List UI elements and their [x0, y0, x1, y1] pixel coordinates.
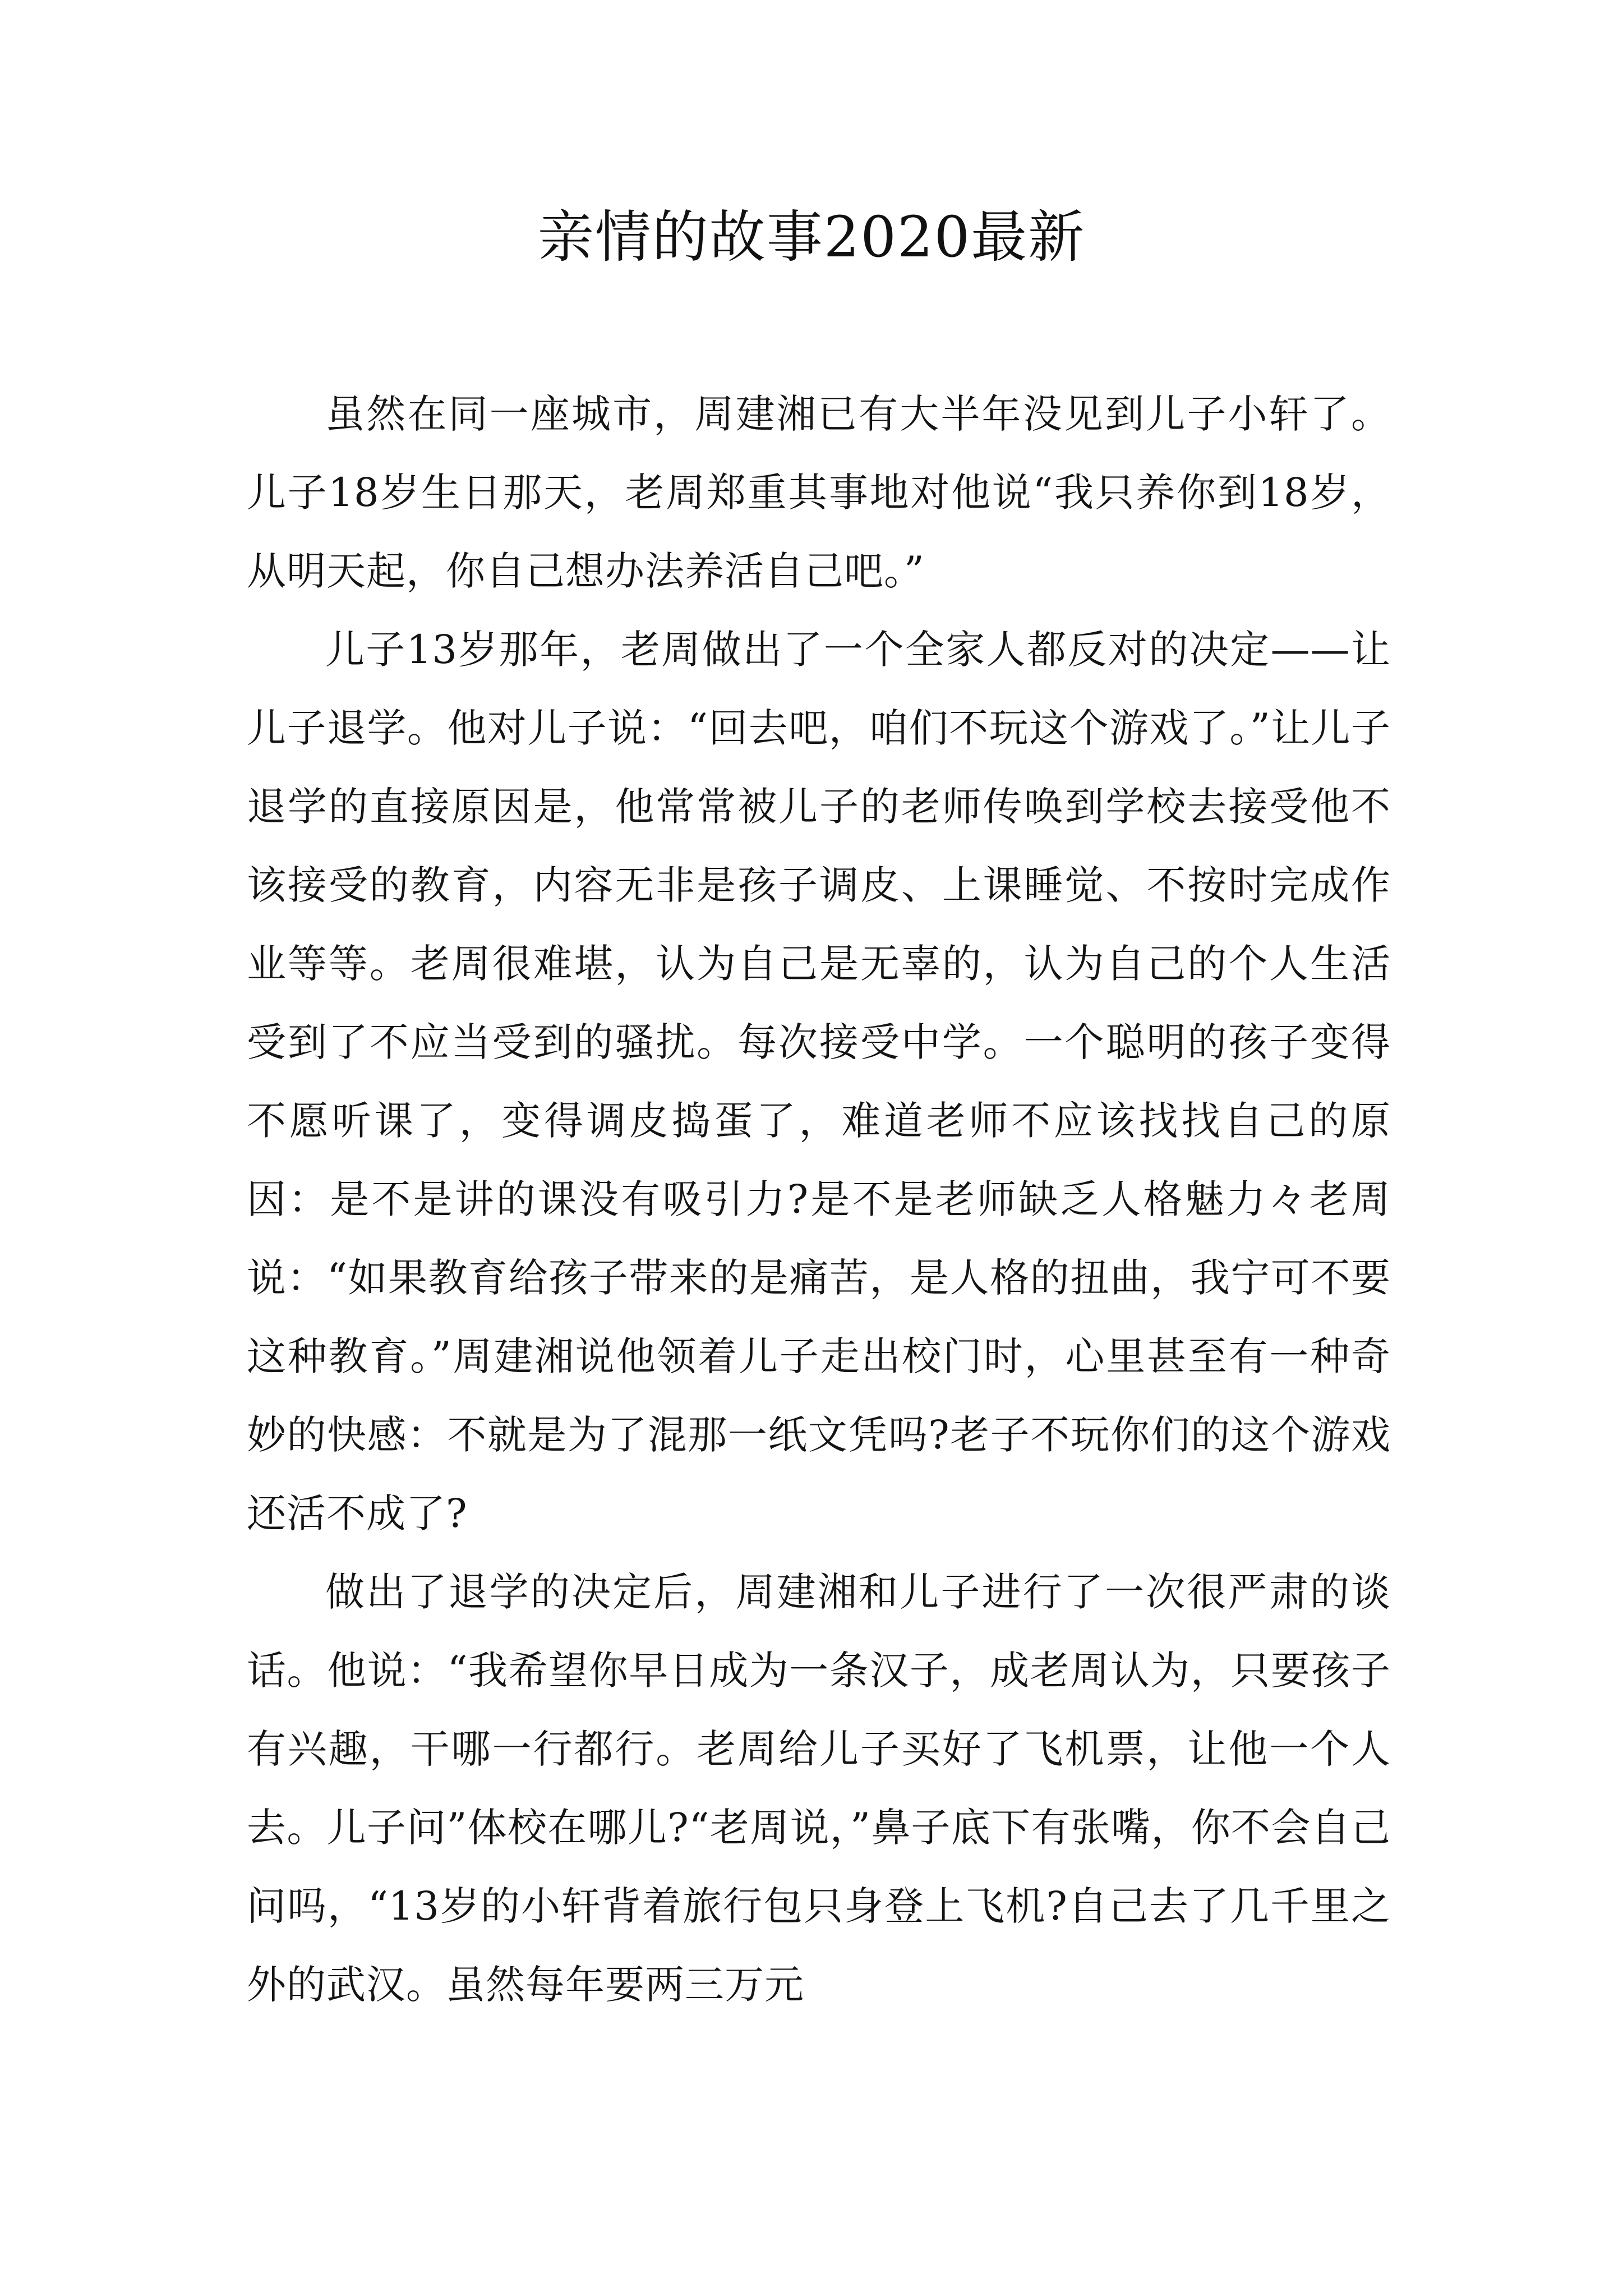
document-title: 亲情的故事2020最新	[537, 204, 1086, 270]
paragraph: 虽然在同一座城市，周建湘已有大半年没见到儿子小轩了。儿子18岁生日那天，老周郑重其事地对他说“我只养你到18岁，从明天起，你自己想办法养活自己吧。”	[247, 391, 1391, 594]
document-body	[247, 375, 1391, 2024]
paragraph: 儿子13岁那年，老周做出了一个全家人都反对的决定——让儿子退学。他对儿子说：“回去吧，咱们不玩这个游戏了。”让儿子退学的直接原因是，他常常被儿子的老师传唤到学校去接受他不该接受的教育，内容无非是孩子调皮、上课睡觉、不按时完成作业等等。老周很难堪，认为自己是无辜的，认为自己的个人生活受到了不应当受到的骚扰。每次接受中学。一个聪明的孩子变得不愿听课了，变得调皮捣蛋了，难道老师不应该找找自己的原因：是不是讲的课没有吸引力?是不是老师缺乏人格魅力々老周说：“如果教育给孩子带来的是痛苦，是人格的扭曲，我宁可不要这种教育。”周建湘说他领着儿子走出校门时，心里甚至有一种奇妙的快感：不就是为了混那一纸文凭吗?老子不玩你们的这个游戏还活不成了?	[247, 627, 1391, 1536]
paragraph: 做出了退学的决定后，周建湘和儿子进行了一次很严肃的谈话。他说：“我希望你早日成为一条汉子，成老周认为，只要孩子有兴趣，干哪一行都行。老周给儿子买好了飞机票，让他一个人去。儿子问”体校在哪儿?“老周说，”鼻子底下有张嘴，你不会自己问吗，“13岁的小轩背着旅行包只身登上飞机?自己去了几千里之外的武汉。虽然每年要两三万元	[247, 1569, 1391, 2008]
